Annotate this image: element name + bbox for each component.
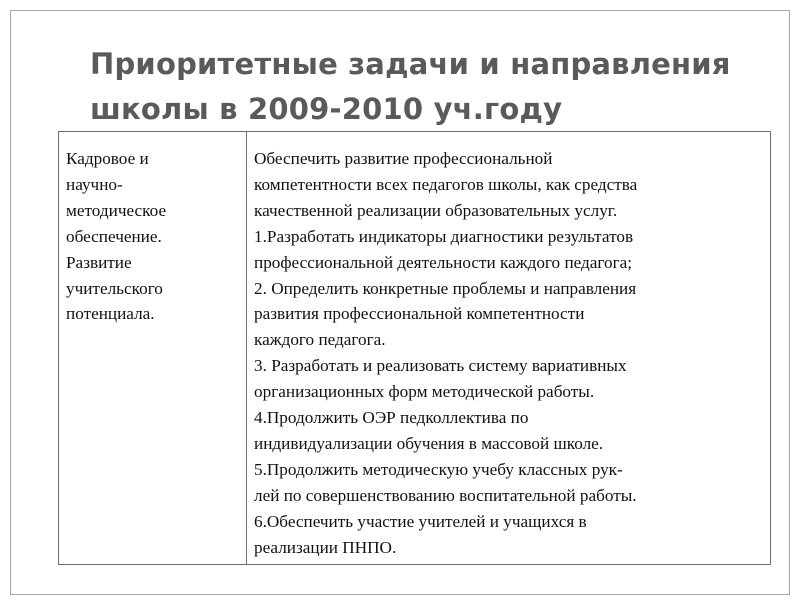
category-line: учительского (66, 278, 163, 298)
category-line: Кадровое и (66, 149, 149, 168)
intro-line: качественной реализации образовательных услуг. (254, 200, 618, 220)
category-cell (59, 132, 247, 565)
task-item-3-line: 3. Разработать и реализовать систему вариативных (254, 356, 627, 376)
category-line: методическое (66, 200, 167, 220)
intro-line: Обеспечить развитие профессиональной (254, 149, 553, 168)
slide-title-line: Приоритетные задачи и направления (90, 47, 731, 81)
task-item-1-line: профессиональной деятельности каждого педагога; (254, 252, 633, 272)
category-line: обеспечение. (66, 226, 162, 246)
category-line: потенциала. (66, 304, 155, 324)
task-item-5-line: лей по совершенствованию воспитательной работы. (254, 485, 637, 505)
task-item-4-line: 4.Продолжить ОЭР педколлектива по (254, 408, 529, 428)
task-item-3-line: организационных форм методической работы. (254, 382, 595, 402)
task-item-2-line: 2. Определить конкретные проблемы и направления (254, 278, 637, 298)
category-line: научно- (66, 174, 123, 194)
category-line: Развитие (66, 252, 132, 272)
task-item-2-line: развития профессиональной компетентности (254, 304, 585, 324)
task-item-1-line: 1.Разработать индикаторы диагностики результатов (254, 226, 634, 246)
task-item-6-line: 6.Обеспечить участие учителей и учащихся в (254, 511, 587, 531)
priorities-table (58, 131, 771, 565)
task-item-2-line: каждого педагога. (254, 330, 386, 350)
task-item-5-line: 5.Продолжить методическую учебу классных рук- (254, 459, 623, 479)
task-item-6-line: реализации ПНПО. (254, 537, 397, 557)
intro-line: компетентности всех педагогов школы, как средства (254, 174, 638, 194)
tasks-cell (247, 132, 771, 565)
slide-title (90, 42, 770, 132)
table-row (59, 132, 771, 565)
task-item-4-line: индивидуализации обучения в массовой школе. (254, 433, 604, 453)
slide-title-line: школы в 2009-2010 уч.году (90, 92, 563, 126)
